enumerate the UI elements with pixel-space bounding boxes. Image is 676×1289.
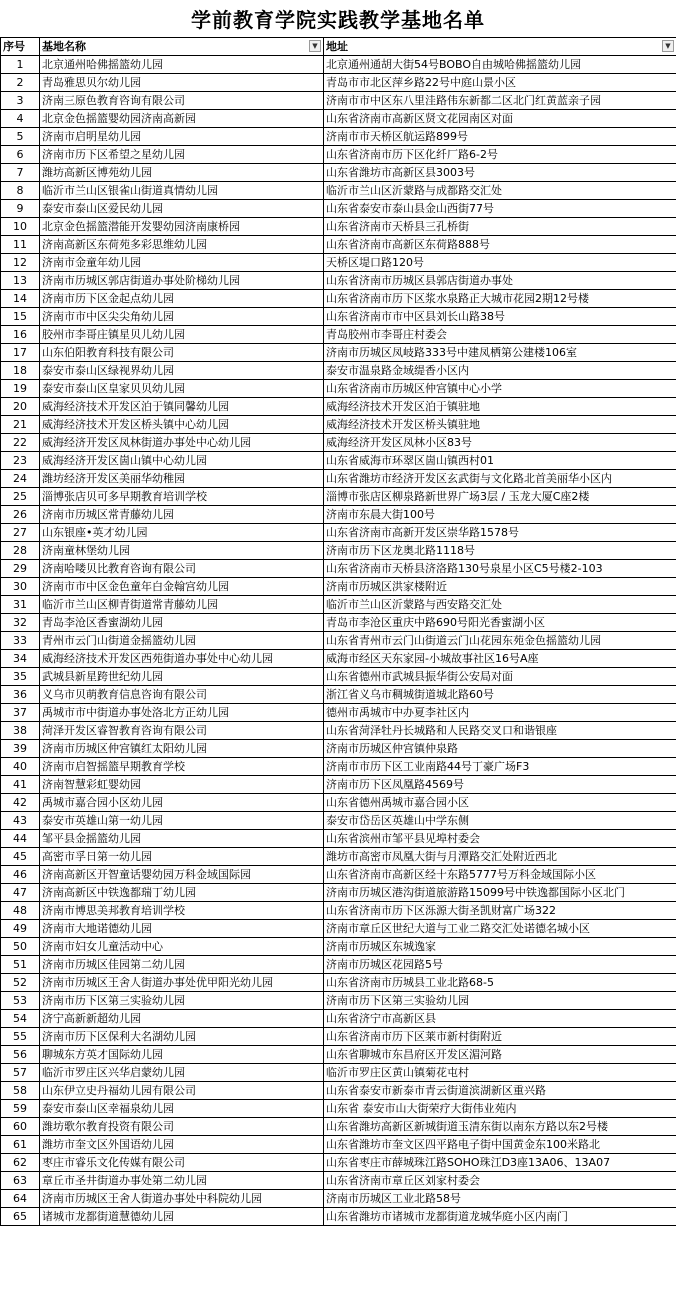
base-name-cell[interactable]: 聊城东方英才国际幼儿园: [40, 1046, 324, 1064]
address-cell[interactable]: 天桥区堤口路120号: [324, 254, 676, 272]
table-row: [1, 596, 676, 614]
base-name-cell[interactable]: 章丘市圣井街道办事处第二幼儿园: [40, 1172, 324, 1190]
base-name-cell[interactable]: 山东伯阳教育科技有限公司: [40, 344, 324, 362]
base-name-cell[interactable]: 临沂市兰山区柳青街道常青藤幼儿园: [40, 596, 324, 614]
row-index[interactable]: 31: [1, 596, 40, 614]
row-index[interactable]: 14: [1, 290, 40, 308]
address-cell[interactable]: 济南市历城区凤岐路333号中建凤栖第公建楼106室: [324, 344, 676, 362]
base-name-cell[interactable]: 济南市历下区金起点幼儿园: [40, 290, 324, 308]
row-index[interactable]: 2: [1, 74, 40, 92]
address-cell[interactable]: 山东省济南市高新开发区崇华路1578号: [324, 524, 676, 542]
table-row: [1, 686, 676, 704]
row-index[interactable]: 46: [1, 866, 40, 884]
address-cell[interactable]: 山东省德州禹城市嘉合园小区: [324, 794, 676, 812]
row-index[interactable]: 3: [1, 92, 40, 110]
row-index[interactable]: 1: [1, 56, 40, 74]
table-row: [1, 146, 676, 164]
header-address: [324, 38, 676, 56]
table-row: [1, 578, 676, 596]
table-row: [1, 1082, 676, 1100]
row-index[interactable]: 8: [1, 182, 40, 200]
address-cell[interactable]: 济南市历城区东城逸家: [324, 938, 676, 956]
base-name-cell[interactable]: 威海经济技术开发区西苑街道办事处中心幼儿园: [40, 650, 324, 668]
sheet-title: 学前教育学院实践教学基地名单: [0, 0, 676, 38]
address-cell[interactable]: 临沂市兰山区沂蒙路与成都路交汇处: [324, 182, 676, 200]
table-row: [1, 812, 676, 830]
address-cell[interactable]: 济南市历城区港沟街道旅游路15099号中铁逸都国际小区北门: [324, 884, 676, 902]
table-row: [1, 1100, 676, 1118]
address-cell[interactable]: 山东省枣庄市薛城珠江路SOHO珠江D3座13A06、13A07: [324, 1154, 676, 1172]
base-name-cell[interactable]: 胶州市李哥庄镇星贝儿幼儿园: [40, 326, 324, 344]
row-index[interactable]: 39: [1, 740, 40, 758]
address-cell[interactable]: 山东省泰安市新泰市青云街道滨湖新区重兴路: [324, 1082, 676, 1100]
row-index[interactable]: 52: [1, 974, 40, 992]
table-row: [1, 290, 676, 308]
table-row: [1, 308, 676, 326]
row-index[interactable]: 40: [1, 758, 40, 776]
base-name-cell[interactable]: 临沂市兰山区银雀山街道真情幼儿园: [40, 182, 324, 200]
row-index[interactable]: 24: [1, 470, 40, 488]
address-cell[interactable]: 济南市市历下区工业南路44号丁豪广场F3: [324, 758, 676, 776]
address-cell[interactable]: 淄博市张店区柳泉路新世界广场3层 / 玉龙大厦C座2楼: [324, 488, 676, 506]
table-row: [1, 434, 676, 452]
base-name-cell[interactable]: 青州市云门山街道金摇篮幼儿园: [40, 632, 324, 650]
address-cell[interactable]: 山东省菏泽牡丹长城路和人民路交叉口和谐银座: [324, 722, 676, 740]
table-row: [1, 830, 676, 848]
address-cell[interactable]: 山东省潍坊高新区新城街道玉清东街以南东方路以东2号楼: [324, 1118, 676, 1136]
row-index[interactable]: 53: [1, 992, 40, 1010]
table-row: [1, 218, 676, 236]
base-name-cell[interactable]: 济宁高新新超幼儿园: [40, 1010, 324, 1028]
table-row: [1, 956, 676, 974]
base-name-cell[interactable]: 青岛雅思贝尔幼儿园: [40, 74, 324, 92]
address-cell[interactable]: 济南市历城区仲宫镇仲泉路: [324, 740, 676, 758]
base-name-cell[interactable]: 济南市启智摇篮早期教育学校: [40, 758, 324, 776]
table-row: [1, 1064, 676, 1082]
address-cell[interactable]: 济南市历下区凤凰路4569号: [324, 776, 676, 794]
row-index[interactable]: 21: [1, 416, 40, 434]
table-row: [1, 398, 676, 416]
row-index[interactable]: 60: [1, 1118, 40, 1136]
row-index[interactable]: 16: [1, 326, 40, 344]
table-row: [1, 1046, 676, 1064]
address-cell[interactable]: 济南市历下区龙奥北路1118号: [324, 542, 676, 560]
address-cell[interactable]: 威海经济技术开发区桥头镇驻地: [324, 416, 676, 434]
row-index[interactable]: 27: [1, 524, 40, 542]
base-name-cell[interactable]: 威海经济开发区凤林街道办事处中心幼儿园: [40, 434, 324, 452]
row-index[interactable]: 28: [1, 542, 40, 560]
address-cell[interactable]: 山东省济南市历城区仲宫镇中心小学: [324, 380, 676, 398]
base-name-cell[interactable]: 义乌市贝萌教育信息咨询有限公司: [40, 686, 324, 704]
table-row: [1, 1208, 676, 1226]
address-cell[interactable]: 山东省滨州市邹平县见埠村委会: [324, 830, 676, 848]
base-name-cell[interactable]: 济南高新区开智童话婴幼园万科金域国际园: [40, 866, 324, 884]
table-row: [1, 920, 676, 938]
address-cell[interactable]: 山东省济南市天桥县三孔桥街: [324, 218, 676, 236]
table-row: [1, 1010, 676, 1028]
table-row: [1, 362, 676, 380]
address-cell[interactable]: 山东省泰安市泰山县金山西街77号: [324, 200, 676, 218]
table-row: [1, 1028, 676, 1046]
table-row: [1, 236, 676, 254]
header-address-label: 地址: [326, 40, 348, 53]
filter-dropdown-icon[interactable]: ▼: [662, 40, 674, 52]
table-row: [1, 164, 676, 182]
row-index[interactable]: 25: [1, 488, 40, 506]
base-name-cell[interactable]: 北京金色摇篮婴幼园济南高新园: [40, 110, 324, 128]
base-name-cell[interactable]: 济南市历城区王舍人街道办事处优甲阳光幼儿园: [40, 974, 324, 992]
row-index[interactable]: 48: [1, 902, 40, 920]
row-index[interactable]: 54: [1, 1010, 40, 1028]
row-index[interactable]: 64: [1, 1190, 40, 1208]
table-row: [1, 254, 676, 272]
address-cell[interactable]: 山东省济南市历下区莱市新村街附近: [324, 1028, 676, 1046]
row-index[interactable]: 37: [1, 704, 40, 722]
base-name-cell[interactable]: 淄博张店贝可多早期教育培训学校: [40, 488, 324, 506]
row-index[interactable]: 47: [1, 884, 40, 902]
table-row: [1, 1154, 676, 1172]
address-cell[interactable]: 泰安市岱岳区英雄山中学东侧: [324, 812, 676, 830]
base-name-cell[interactable]: 潍坊经济开发区美丽华幼稚园: [40, 470, 324, 488]
table-row: [1, 740, 676, 758]
base-name-cell[interactable]: 济南市大地诺德幼儿园: [40, 920, 324, 938]
address-cell[interactable]: 山东省济南市历下区泺源大街圣凯财富广场322: [324, 902, 676, 920]
row-index[interactable]: 51: [1, 956, 40, 974]
row-index[interactable]: 29: [1, 560, 40, 578]
address-cell[interactable]: 济南市历城区工业北路58号: [324, 1190, 676, 1208]
row-index[interactable]: 18: [1, 362, 40, 380]
table-row: [1, 758, 676, 776]
base-name-cell[interactable]: 高密市孚日第一幼儿园: [40, 848, 324, 866]
row-index[interactable]: 36: [1, 686, 40, 704]
address-cell[interactable]: 山东省济宁市高新区县: [324, 1010, 676, 1028]
row-index[interactable]: 30: [1, 578, 40, 596]
row-index[interactable]: 23: [1, 452, 40, 470]
address-cell[interactable]: 山东省 泰安市山大街荣疗大街伟业苑内: [324, 1100, 676, 1118]
table-row: [1, 632, 676, 650]
base-name-cell[interactable]: 济南三原色教育咨询有限公司: [40, 92, 324, 110]
row-index[interactable]: 33: [1, 632, 40, 650]
address-cell[interactable]: 山东省济南市历城区县郭店街道办事处: [324, 272, 676, 290]
address-cell[interactable]: 山东省济南市历城县工业北路68-5: [324, 974, 676, 992]
row-index[interactable]: 62: [1, 1154, 40, 1172]
base-name-cell[interactable]: 潍坊高新区博苑幼儿园: [40, 164, 324, 182]
table-row: [1, 182, 676, 200]
row-index[interactable]: 35: [1, 668, 40, 686]
address-cell[interactable]: 青岛市李沧区重庆中路690号阳光香蜜湖小区: [324, 614, 676, 632]
row-index[interactable]: 13: [1, 272, 40, 290]
base-name-cell[interactable]: 北京通州哈佛摇篮幼儿园: [40, 56, 324, 74]
row-index[interactable]: 9: [1, 200, 40, 218]
table-row: [1, 1172, 676, 1190]
row-index[interactable]: 57: [1, 1064, 40, 1082]
table-row: [1, 326, 676, 344]
address-cell[interactable]: 临沂市罗庄区黄山镇菊花屯村: [324, 1064, 676, 1082]
table-row: [1, 74, 676, 92]
address-cell[interactable]: 北京通州通胡大街54号BOBO自由城哈佛摇篮幼儿园: [324, 56, 676, 74]
base-name-cell[interactable]: 济南市历城区常青藤幼儿园: [40, 506, 324, 524]
filter-dropdown-icon[interactable]: ▼: [309, 40, 321, 52]
table-row: [1, 1118, 676, 1136]
address-cell[interactable]: 青岛胶州市李哥庄村委会: [324, 326, 676, 344]
address-cell[interactable]: 德州市禹城市中办夏李社区内: [324, 704, 676, 722]
row-index[interactable]: 44: [1, 830, 40, 848]
address-cell[interactable]: 山东省威海市环翠区崮山镇西村01: [324, 452, 676, 470]
row-index[interactable]: 10: [1, 218, 40, 236]
table-row: [1, 650, 676, 668]
base-name-cell[interactable]: 济南市市中区尖尖角幼儿园: [40, 308, 324, 326]
base-name-cell[interactable]: 济南市启明星幼儿园: [40, 128, 324, 146]
base-name-cell[interactable]: 济南市历下区第三实验幼儿园: [40, 992, 324, 1010]
address-cell[interactable]: 济南市市天桥区航运路899号: [324, 128, 676, 146]
row-index[interactable]: 6: [1, 146, 40, 164]
row-index[interactable]: 45: [1, 848, 40, 866]
row-index[interactable]: 32: [1, 614, 40, 632]
table-row: [1, 794, 676, 812]
base-name-cell[interactable]: 济南高新区东荷苑多彩思维幼儿园: [40, 236, 324, 254]
row-index[interactable]: 50: [1, 938, 40, 956]
row-index[interactable]: 63: [1, 1172, 40, 1190]
table-row: [1, 776, 676, 794]
table-row: [1, 128, 676, 146]
row-index[interactable]: 55: [1, 1028, 40, 1046]
address-cell[interactable]: 山东省潍坊市经济开发区玄武街与文化路北首美丽华小区内: [324, 470, 676, 488]
address-cell[interactable]: 山东省济南市高新区贤文花园南区对面: [324, 110, 676, 128]
base-name-cell[interactable]: 枣庄市睿乐文化传媒有限公司: [40, 1154, 324, 1172]
base-name-cell[interactable]: 泰安市泰山区爱民幼儿园: [40, 200, 324, 218]
row-index[interactable]: 34: [1, 650, 40, 668]
table-row: [1, 1190, 676, 1208]
base-name-cell[interactable]: 泰安市泰山区皇家贝贝幼儿园: [40, 380, 324, 398]
address-cell[interactable]: 济南市市中区东八里洼路伟东新都二区北门红黄蓝亲子园: [324, 92, 676, 110]
base-list-table: [0, 37, 676, 1226]
table-row: [1, 92, 676, 110]
address-cell[interactable]: 山东省济南市高新区经十东路5777号万科金域国际小区: [324, 866, 676, 884]
row-index[interactable]: 11: [1, 236, 40, 254]
base-name-cell[interactable]: 济南市妇女儿童活动中心: [40, 938, 324, 956]
base-name-cell[interactable]: 济南市历下区希望之星幼儿园: [40, 146, 324, 164]
base-name-cell[interactable]: 临沂市罗庄区兴华启蒙幼儿园: [40, 1064, 324, 1082]
base-name-cell[interactable]: 济南市金童年幼儿园: [40, 254, 324, 272]
table-row: [1, 848, 676, 866]
address-cell[interactable]: 青岛市市北区萍乡路22号中庭山景小区: [324, 74, 676, 92]
base-name-cell[interactable]: 济南童林堡幼儿园: [40, 542, 324, 560]
table-row: [1, 938, 676, 956]
base-name-cell[interactable]: 济南市历城区王舍人街道办事处中科院幼儿园: [40, 1190, 324, 1208]
base-name-cell[interactable]: 邹平县金摇篮幼儿园: [40, 830, 324, 848]
row-index[interactable]: 61: [1, 1136, 40, 1154]
base-name-cell[interactable]: 济南市历下区保利大名湖幼儿园: [40, 1028, 324, 1046]
base-name-cell[interactable]: 禹城市市中街道办事处洛北方正幼儿园: [40, 704, 324, 722]
table-row: [1, 200, 676, 218]
base-name-cell[interactable]: 潍坊市奎文区外国语幼儿园: [40, 1136, 324, 1154]
address-cell[interactable]: 济南市历城区洪家楼附近: [324, 578, 676, 596]
base-name-cell[interactable]: 济南市历城区佳园第二幼儿园: [40, 956, 324, 974]
row-index[interactable]: 59: [1, 1100, 40, 1118]
table-row: [1, 524, 676, 542]
row-index[interactable]: 20: [1, 398, 40, 416]
header-row: [1, 38, 676, 56]
address-cell[interactable]: 山东省潍坊市诸城市龙都街道龙城华庭小区内南门: [324, 1208, 676, 1226]
table-row: [1, 344, 676, 362]
address-cell[interactable]: 济南市历下区第三实验幼儿园: [324, 992, 676, 1010]
row-index[interactable]: 56: [1, 1046, 40, 1064]
base-name-cell[interactable]: 济南智慧彩虹婴幼园: [40, 776, 324, 794]
address-cell[interactable]: 浙江省义乌市稠城街道城北路60号: [324, 686, 676, 704]
base-name-cell[interactable]: 济南高新区中铁逸都瑞丁幼儿园: [40, 884, 324, 902]
address-cell[interactable]: 山东省济南市天桥县济洛路130号泉星小区C5号楼2-103: [324, 560, 676, 578]
table-row: [1, 866, 676, 884]
address-cell[interactable]: 山东省潍坊市高新区县3003号: [324, 164, 676, 182]
base-name-cell[interactable]: 济南市历城区郭店街道办事处阶梯幼儿园: [40, 272, 324, 290]
table-row: [1, 416, 676, 434]
address-cell[interactable]: 临沂市兰山区沂蒙路与西安路交汇处: [324, 596, 676, 614]
address-cell[interactable]: 山东省济南市高新区东荷路888号: [324, 236, 676, 254]
table-row: [1, 488, 676, 506]
address-cell[interactable]: 威海经济开发区凤林小区83号: [324, 434, 676, 452]
row-index[interactable]: 41: [1, 776, 40, 794]
table-row: [1, 722, 676, 740]
address-cell[interactable]: 潍坊市高密市凤凰大街与月潭路交汇处附近西北: [324, 848, 676, 866]
address-cell[interactable]: 山东省青州市云门山街道云门山花园东苑金色摇篮幼儿园: [324, 632, 676, 650]
address-cell[interactable]: 济南市东晨大街100号: [324, 506, 676, 524]
address-cell[interactable]: 山东省潍坊市奎文区四平路电子街中国黄金东100米路北: [324, 1136, 676, 1154]
base-name-cell[interactable]: 山东银座•英才幼儿园: [40, 524, 324, 542]
table-row: [1, 110, 676, 128]
row-index[interactable]: 12: [1, 254, 40, 272]
row-index[interactable]: 5: [1, 128, 40, 146]
base-name-cell[interactable]: 泰安市泰山区绿视界幼儿园: [40, 362, 324, 380]
table-row: [1, 704, 676, 722]
table-row: [1, 902, 676, 920]
address-cell[interactable]: 威海市经区天东家园-小城故事社区16号A座: [324, 650, 676, 668]
table-row: [1, 542, 676, 560]
row-index[interactable]: 4: [1, 110, 40, 128]
table-row: [1, 380, 676, 398]
base-name-cell[interactable]: 青岛李沧区香蜜湖幼儿园: [40, 614, 324, 632]
row-index[interactable]: 19: [1, 380, 40, 398]
row-index[interactable]: 58: [1, 1082, 40, 1100]
header-name-label: 基地名称: [42, 40, 86, 53]
table-row: [1, 668, 676, 686]
row-index[interactable]: 42: [1, 794, 40, 812]
table-row: [1, 884, 676, 902]
table-row: [1, 614, 676, 632]
base-name-cell[interactable]: 泰安市泰山区幸福泉幼儿园: [40, 1100, 324, 1118]
address-cell[interactable]: 济南市历城区花园路5号: [324, 956, 676, 974]
row-index[interactable]: 38: [1, 722, 40, 740]
row-index[interactable]: 7: [1, 164, 40, 182]
address-cell[interactable]: 山东省济南市市中区县刘长山路38号: [324, 308, 676, 326]
address-cell[interactable]: 山东省济南市章丘区刘家村委会: [324, 1172, 676, 1190]
base-name-cell[interactable]: 济南市市中区金色童年白金翰宫幼儿园: [40, 578, 324, 596]
address-cell[interactable]: 山东省济南市历下区浆水泉路正大城市花园2期12号楼: [324, 290, 676, 308]
address-cell[interactable]: 泰安市温泉路金域缇香小区内: [324, 362, 676, 380]
base-name-cell[interactable]: 济南哈喽贝比教育咨询有限公司: [40, 560, 324, 578]
row-index[interactable]: 15: [1, 308, 40, 326]
base-name-cell[interactable]: 北京金色摇篮潜能开发婴幼园济南康桥园: [40, 218, 324, 236]
table-row: [1, 506, 676, 524]
base-name-cell[interactable]: 威海经济开发区崮山镇中心幼儿园: [40, 452, 324, 470]
row-index[interactable]: 43: [1, 812, 40, 830]
base-name-cell[interactable]: 威海经济技术开发区桥头镇中心幼儿园: [40, 416, 324, 434]
table-row: [1, 272, 676, 290]
table-row: [1, 560, 676, 578]
table-row: [1, 974, 676, 992]
base-name-cell[interactable]: 山东伊立史丹福幼儿园有限公司: [40, 1082, 324, 1100]
row-index[interactable]: 22: [1, 434, 40, 452]
base-name-cell[interactable]: 威海经济技术开发区泊于镇同馨幼儿园: [40, 398, 324, 416]
address-cell[interactable]: 山东省聊城市东昌府区开发区湄河路: [324, 1046, 676, 1064]
row-index[interactable]: 49: [1, 920, 40, 938]
address-cell[interactable]: 山东省济南市历下区化纤厂路6-2号: [324, 146, 676, 164]
base-name-cell[interactable]: 泰安市英雄山第一幼儿园: [40, 812, 324, 830]
base-name-cell[interactable]: 诸城市龙都街道慧德幼儿园: [40, 1208, 324, 1226]
base-name-cell[interactable]: 禹城市嘉合园小区幼儿园: [40, 794, 324, 812]
base-name-cell[interactable]: 济南市博思美邦教育培训学校: [40, 902, 324, 920]
header-name: [40, 38, 324, 56]
header-index: 序号: [1, 38, 40, 56]
base-name-cell[interactable]: 潍坊歌尔教育投资有限公司: [40, 1118, 324, 1136]
table-row: [1, 992, 676, 1010]
row-index[interactable]: 26: [1, 506, 40, 524]
table-row: [1, 1136, 676, 1154]
base-name-cell[interactable]: 武城县新星跨世纪幼儿园: [40, 668, 324, 686]
row-index[interactable]: 65: [1, 1208, 40, 1226]
row-index[interactable]: 17: [1, 344, 40, 362]
address-cell[interactable]: 威海经济技术开发区泊于镇驻地: [324, 398, 676, 416]
table-row: [1, 452, 676, 470]
address-cell[interactable]: 济南市章丘区世纪大道与工业二路交汇处诺德名城小区: [324, 920, 676, 938]
table-row: [1, 56, 676, 74]
table-row: [1, 470, 676, 488]
address-cell[interactable]: 山东省德州市武城县振华街公安局对面: [324, 668, 676, 686]
base-name-cell[interactable]: 菏泽开发区睿智教育咨询有限公司: [40, 722, 324, 740]
base-name-cell[interactable]: 济南市历城区仲宫镇红太阳幼儿园: [40, 740, 324, 758]
